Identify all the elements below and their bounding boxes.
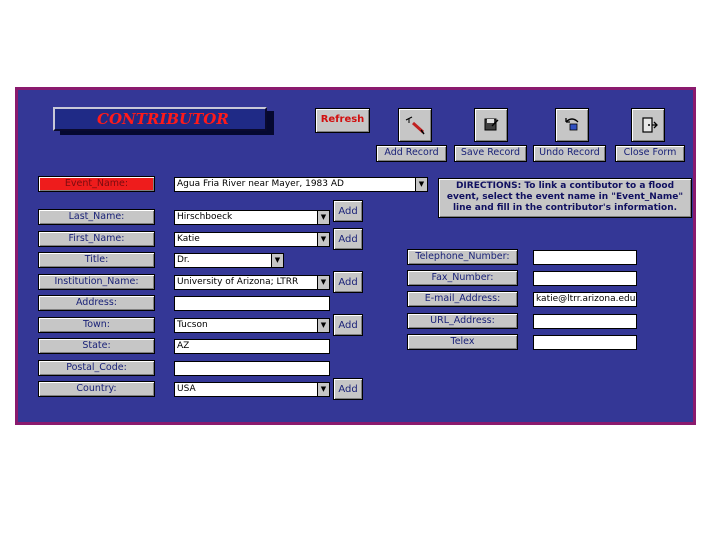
add-country-button[interactable]: Add (333, 378, 363, 400)
refresh-button[interactable]: Refresh (315, 108, 370, 133)
chevron-down-icon[interactable]: ▼ (415, 178, 427, 191)
email-address-label: E-mail_Address: (407, 291, 518, 307)
state-field[interactable]: AZ (174, 339, 330, 354)
add-town-button[interactable]: Add (333, 314, 363, 336)
save-record-button[interactable]: Save Record (454, 145, 527, 162)
add-last-name-button[interactable]: Add (333, 200, 363, 222)
event-name-value: Agua Fria River near Mayer, 1983 AD (177, 179, 344, 189)
save-record-icon (480, 114, 502, 136)
chevron-down-icon[interactable]: ▼ (317, 383, 329, 396)
institution-name-value: University of Arizona; LTRR (177, 277, 299, 287)
last-name-dropdown[interactable] (174, 210, 330, 225)
state-label: State: (38, 338, 155, 354)
event-name-dropdown[interactable] (174, 177, 428, 192)
town-value: Tucson (177, 320, 208, 330)
close-form-icon (637, 114, 659, 136)
last-name-value: Hirschboeck (177, 212, 233, 222)
undo-record-icon (561, 114, 583, 136)
country-label: Country: (38, 381, 155, 397)
telephone-number-label: Telephone_Number: (407, 249, 518, 265)
last-name-label: Last_Name: (38, 209, 155, 225)
fax-number-field[interactable] (533, 271, 637, 286)
telex-label: Telex (407, 334, 518, 350)
undo-record-icon-button[interactable] (555, 108, 589, 142)
directions-box: DIRECTIONS: To link a contibutor to a flood event, select the event name in "Event_Name" line and fill in the contributor's information. (438, 178, 692, 218)
postal-code-label: Postal_Code: (38, 360, 155, 376)
title-value: Dr. (177, 255, 190, 265)
country-dropdown[interactable] (174, 382, 330, 397)
form-title: CONTRIBUTOR (53, 107, 267, 131)
close-form-icon-button[interactable] (631, 108, 665, 142)
chevron-down-icon[interactable]: ▼ (317, 233, 329, 246)
url-address-label: URL_Address: (407, 313, 518, 329)
town-dropdown[interactable] (174, 318, 330, 333)
event-name-label: Event_Name: (38, 176, 155, 192)
chevron-down-icon[interactable]: ▼ (317, 211, 329, 224)
telephone-number-field[interactable] (533, 250, 637, 265)
town-label: Town: (38, 317, 155, 333)
institution-name-label: Institution_Name: (38, 274, 155, 290)
country-value: USA (177, 384, 196, 394)
address-field[interactable] (174, 296, 330, 311)
chevron-down-icon[interactable]: ▼ (271, 254, 283, 267)
add-record-icon-button[interactable] (398, 108, 432, 142)
title-label: Title: (38, 252, 155, 268)
first-name-dropdown[interactable] (174, 232, 330, 247)
contributor-form (15, 87, 696, 425)
telex-field[interactable] (533, 335, 637, 350)
address-label: Address: (38, 295, 155, 311)
institution-name-dropdown[interactable] (174, 275, 330, 290)
title-dropdown[interactable] (174, 253, 284, 268)
fax-number-label: Fax_Number: (407, 270, 518, 286)
first-name-label: First_Name: (38, 231, 155, 247)
chevron-down-icon[interactable]: ▼ (317, 276, 329, 289)
email-address-field[interactable]: katie@ltrr.arizona.edu (533, 292, 637, 307)
chevron-down-icon[interactable]: ▼ (317, 319, 329, 332)
add-institution-button[interactable]: Add (333, 271, 363, 293)
close-form-button[interactable]: Close Form (615, 145, 685, 162)
add-first-name-button[interactable]: Add (333, 228, 363, 250)
add-record-button[interactable]: Add Record (376, 145, 447, 162)
add-record-icon (404, 114, 426, 136)
url-address-field[interactable] (533, 314, 637, 329)
first-name-value: Katie (177, 234, 200, 244)
save-record-icon-button[interactable] (474, 108, 508, 142)
postal-code-field[interactable] (174, 361, 330, 376)
undo-record-button[interactable]: Undo Record (533, 145, 606, 162)
